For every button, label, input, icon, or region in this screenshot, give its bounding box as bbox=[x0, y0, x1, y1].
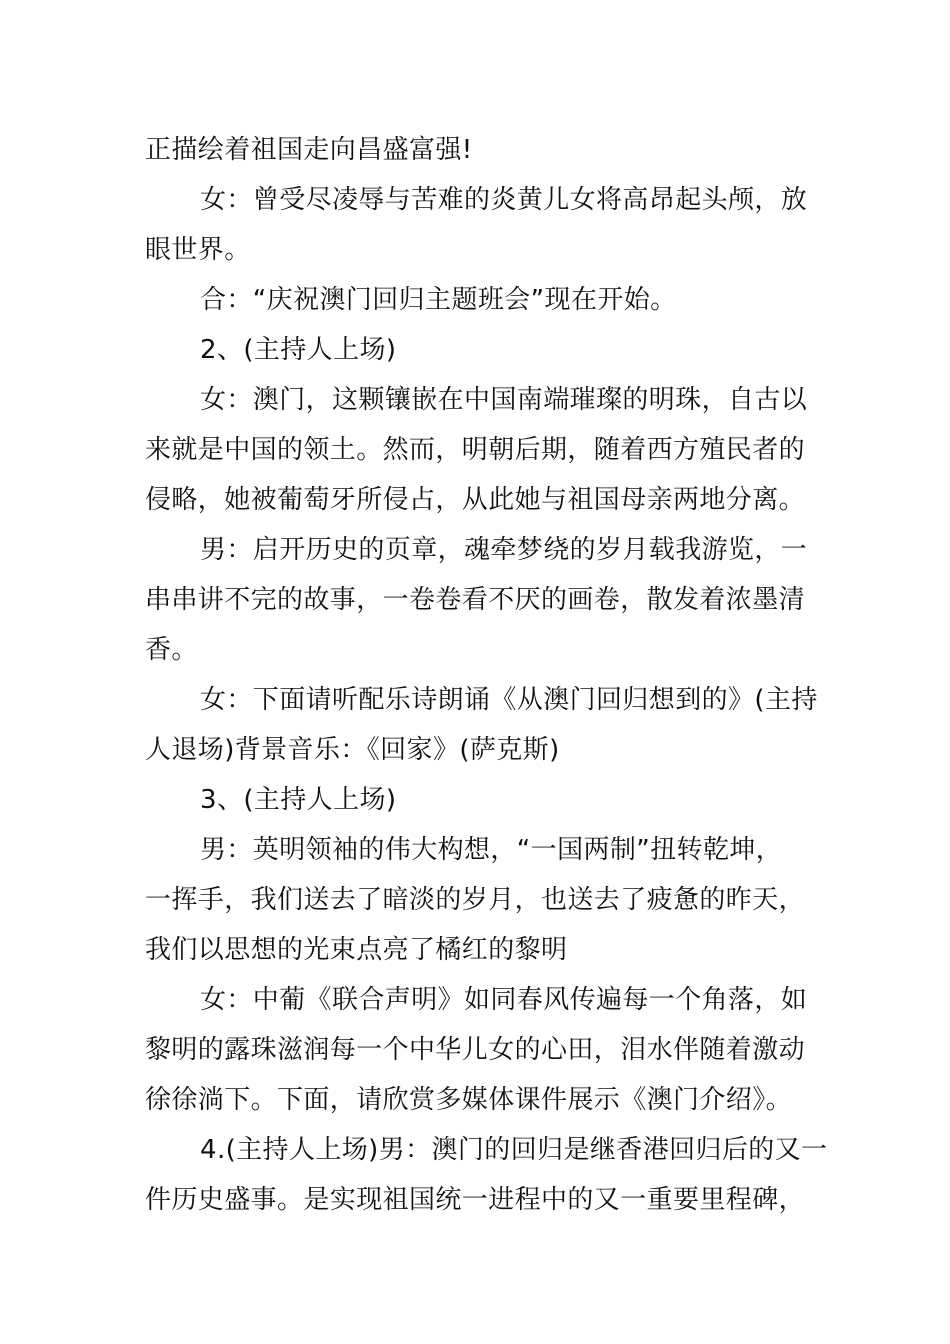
text-line: 我们以思想的光束点亮了橘红的黎明 bbox=[145, 935, 568, 965]
text-line: 女：中葡《联合声明》如同春风传遍每一个角落，如 bbox=[200, 985, 808, 1015]
text-line: 侵略，她被葡萄牙所侵占，从此她与祖国母亲两地分离。 bbox=[145, 485, 806, 515]
text-line: 2、(主持人上场) bbox=[200, 335, 397, 365]
text-line: 来就是中国的领土。然而，明朝后期，随着西方殖民者的 bbox=[145, 435, 806, 465]
text-line: 徐徐淌下。下面，请欣赏多媒体课件展示《澳门介绍》。 bbox=[145, 1085, 793, 1115]
text-line: 黎明的露珠滋润每一个中华儿女的心田，泪水伴随着激动 bbox=[145, 1035, 806, 1065]
text-line: 眼世界。 bbox=[145, 235, 251, 265]
text-line: 3、(主持人上场) bbox=[200, 785, 397, 815]
text-line: 一挥手，我们送去了暗淡的岁月，也送去了疲惫的昨天， bbox=[145, 885, 806, 915]
text-line: 件历史盛事。是实现祖国统一进程中的又一重要里程碑， bbox=[145, 1185, 806, 1215]
text-line: 串串讲不完的故事，一卷卷看不厌的画卷，散发着浓墨清 bbox=[145, 585, 806, 615]
text-line: 人退场)背景音乐：《回家》(萨克斯) bbox=[145, 735, 560, 765]
text-line: 正描绘着祖国走向昌盛富强! bbox=[145, 135, 473, 165]
text-line: 合：“庆祝澳门回归主题班会”现在开始。 bbox=[200, 285, 677, 315]
text-line: 女：曾受尽凌辱与苦难的炎黄儿女将高昂起头颅，放 bbox=[200, 185, 808, 215]
text-line: 4.(主持人上场)男：澳门的回归是继香港回归后的又一 bbox=[200, 1135, 828, 1165]
text-line: 女：澳门，这颗镶嵌在中国南端璀璨的明珠，自古以 bbox=[200, 385, 808, 415]
text-line: 女：下面请听配乐诗朗诵《从澳门回归想到的》(主持 bbox=[200, 685, 818, 715]
text-line: 男：启开历史的页章，魂牵梦绕的岁月载我游览，一 bbox=[200, 535, 808, 565]
text-line: 男：英明领袖的伟大构想，“一国两制”扭转乾坤， bbox=[200, 835, 783, 865]
text-line: 香。 bbox=[145, 635, 198, 665]
